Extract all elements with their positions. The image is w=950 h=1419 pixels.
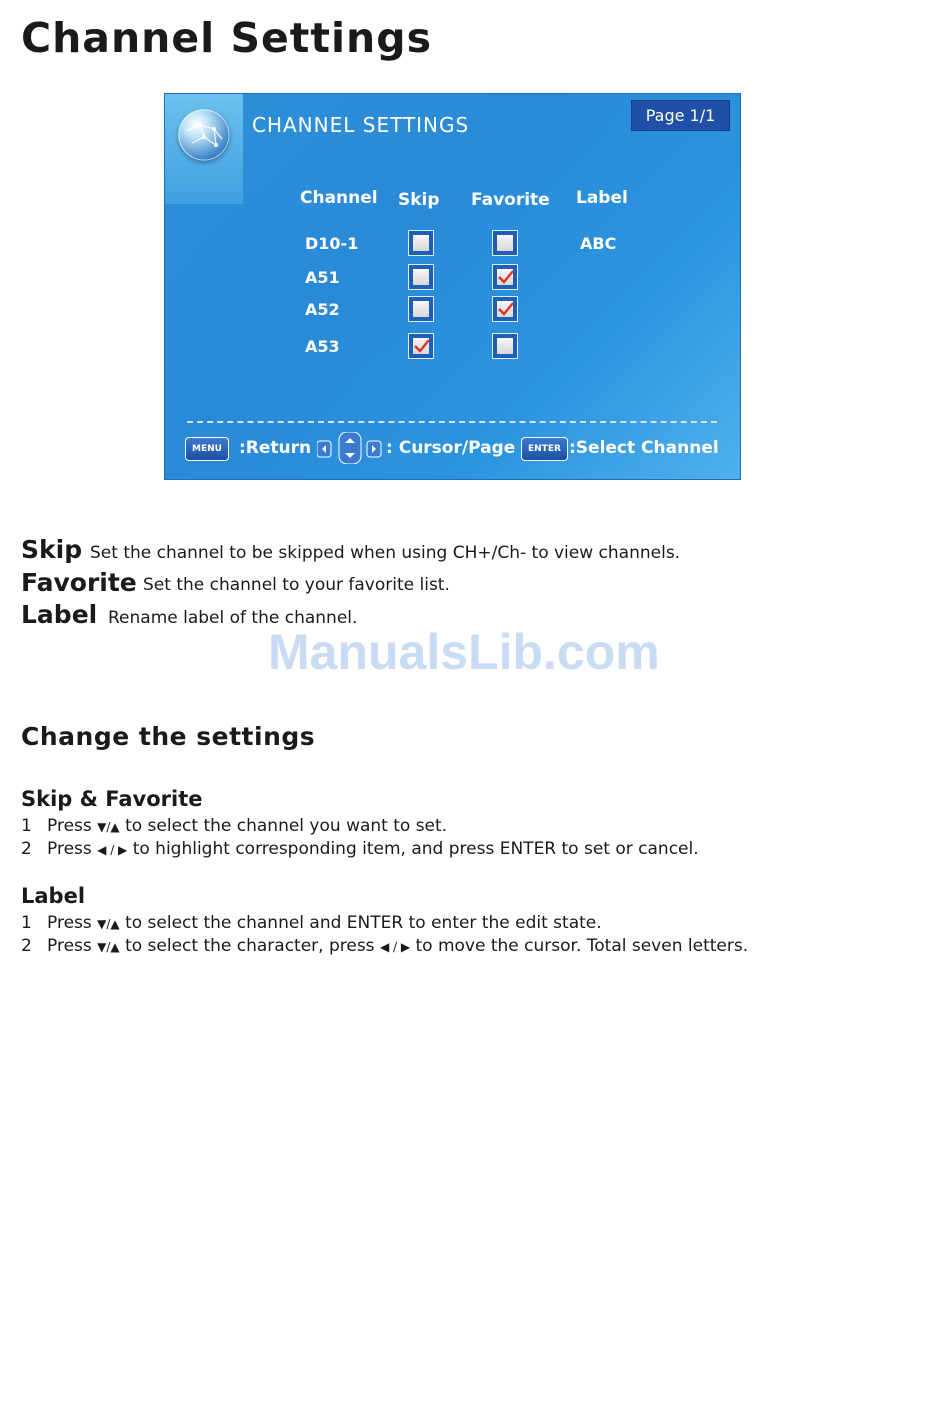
term-label-desc: Rename label of the channel. [108, 608, 358, 628]
label-heading: Label [21, 884, 86, 908]
label-step-1: 1 Press ▼/▲ to select the channel and ENTER to enter the edit state. [21, 913, 602, 933]
skip-checkbox[interactable] [408, 296, 434, 322]
skip-favorite-heading: Skip & Favorite [21, 787, 203, 811]
favorite-checkbox[interactable] [492, 333, 518, 359]
skip-favorite-step-2: 2 Press ◀ / ▶ to highlight corresponding item, and press ENTER to set or cancel. [21, 839, 699, 859]
channel-settings-screen [164, 93, 741, 480]
osd-title: CHANNEL SETTINGS [252, 113, 470, 137]
channel-name[interactable]: A53 [305, 337, 340, 356]
favorite-checkbox[interactable] [492, 230, 518, 256]
column-header-skip: Skip [398, 190, 440, 210]
page-title: Channel Settings [21, 14, 432, 62]
term-favorite: Favorite [21, 568, 137, 597]
favorite-checkbox[interactable] [492, 296, 518, 322]
cursor-page-hint: : Cursor/Page [386, 438, 516, 458]
page-indicator: Page 1/1 [631, 100, 730, 131]
column-header-favorite: Favorite [471, 190, 550, 210]
channel-label[interactable]: ABC [580, 234, 617, 253]
skip-favorite-step-1: 1 Press ▼/▲ to select the channel you want to set. [21, 816, 448, 836]
down-up-arrow-icon: ▼/▲ [97, 820, 120, 834]
channel-name[interactable]: A52 [305, 300, 340, 319]
skip-checkbox[interactable] [408, 230, 434, 256]
column-header-channel: Channel [300, 188, 378, 208]
menu-key[interactable]: MENU [185, 437, 229, 461]
left-right-arrow-icon: ◀ / ▶ [379, 940, 411, 954]
skip-checkbox[interactable] [408, 264, 434, 290]
divider [187, 421, 717, 423]
left-right-arrow-icon: ◀ / ▶ [97, 843, 128, 857]
down-up-arrow-icon: ▼/▲ [97, 917, 120, 931]
label-step-2: 2 Press ▼/▲ to select the character, press ◀ / ▶ to move the cursor. Total seven letters. [21, 936, 749, 956]
channel-name[interactable]: D10-1 [305, 234, 359, 253]
channel-name[interactable]: A51 [305, 268, 340, 287]
skip-checkbox[interactable] [408, 333, 434, 359]
favorite-checkbox[interactable] [492, 264, 518, 290]
navigation-pad-icon [317, 432, 383, 468]
term-label: Label [21, 600, 98, 629]
globe-icon [178, 109, 230, 161]
term-skip: Skip [21, 535, 83, 564]
enter-key[interactable]: ENTER [521, 437, 568, 461]
term-favorite-desc: Set the channel to your favorite list. [143, 575, 450, 595]
return-hint: :Return [239, 438, 312, 458]
term-skip-desc: Set the channel to be skipped when using CH+/Ch- to view channels. [90, 543, 681, 563]
watermark: ManualsLib.com [268, 624, 660, 680]
change-settings-heading: Change the settings [21, 722, 316, 751]
down-up-arrow-icon: ▼/▲ [97, 940, 120, 954]
select-channel-hint: :Select Channel [569, 438, 719, 458]
osd-logo-panel [165, 94, 243, 204]
column-header-label: Label [576, 188, 628, 208]
